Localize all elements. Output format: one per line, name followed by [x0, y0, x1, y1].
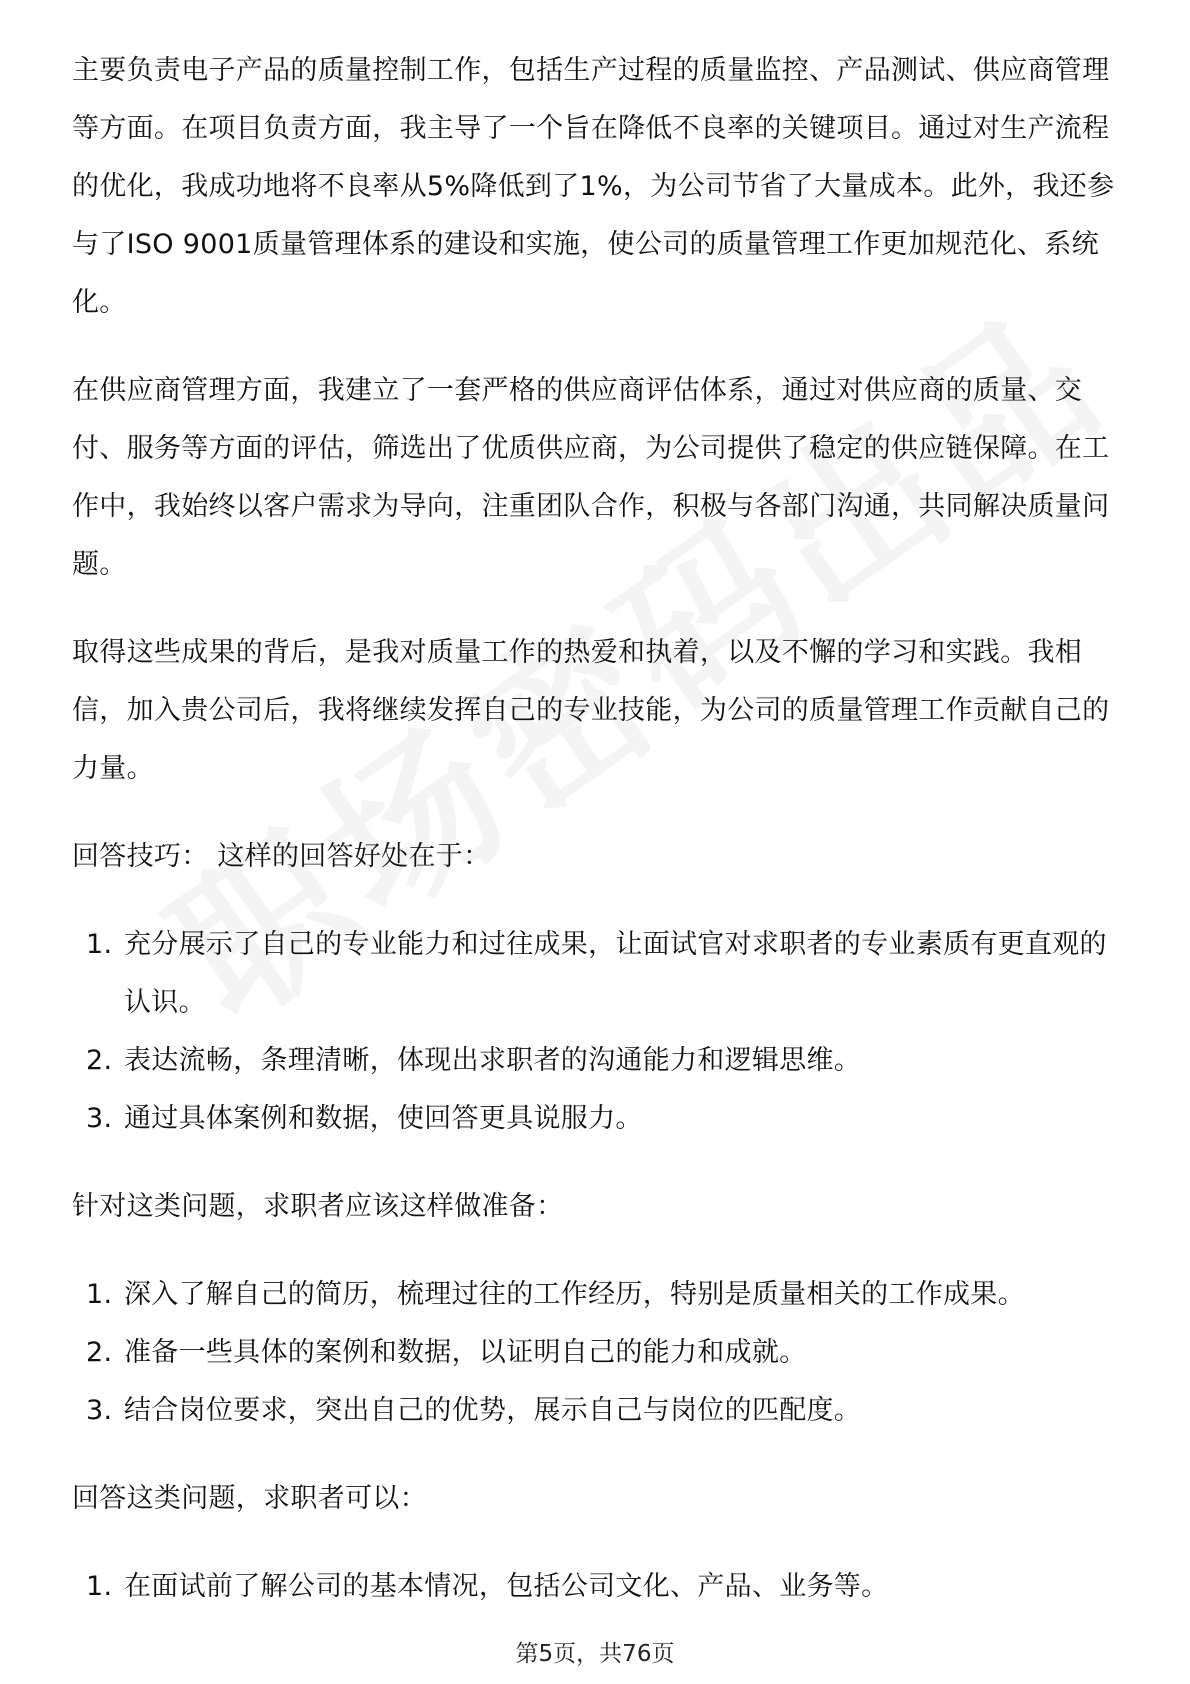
list-text: 通过具体案例和数据，使回答更具说服力。: [124, 1103, 643, 1134]
paragraph-experience: 主要负责电子产品的质量控制工作，包括生产过程的质量监控、产品测试、供应商管理等方面。在项目负责方面，我主导了一个旨在降低不良率的关键项目。通过对生产流程的优化，我成功地将不良率从5%降低到了1%，为公司节省了大量成本。此外，我还参与了ISO 9001质量管理体系的建设和实施，使公司的质量管理工作更加规范化、系统化。: [72, 55, 1115, 318]
list-text: 表达流畅，条理清晰，体现出求职者的沟通能力和逻辑思维。: [124, 1045, 862, 1076]
list-text: 充分展示了自己的专业能力和过往成果，让面试官对求职者的专业素质有更直观的认识。: [124, 929, 1107, 1018]
list-item: [72, 1324, 1122, 1382]
list-item: [72, 1558, 1122, 1616]
list-item: [72, 1382, 1122, 1440]
list-number: 1.: [86, 929, 113, 960]
list-number: 3.: [86, 1103, 113, 1134]
list-item: [72, 1090, 1122, 1148]
tips-list: [72, 916, 1122, 1148]
list-number: 2.: [86, 1337, 113, 1368]
paragraph-motivation: 取得这些成果的背后，是我对质量工作的热爱和执着，以及不懈的学习和实践。我相信，加入贵公司后，我将继续发挥自己的专业技能，为公司的质量管理工作贡献自己的力量。: [72, 637, 1110, 784]
list-number: 1.: [86, 1279, 113, 1310]
list-text: 准备一些具体的案例和数据，以证明自己的能力和成就。: [124, 1337, 807, 1368]
list-item: [72, 916, 1122, 1032]
list-text: 结合岗位要求，突出自己的优势，展示自己与岗位的匹配度。: [124, 1395, 862, 1426]
answer-list: [72, 1558, 1122, 1616]
page-number: 第5页，共76页: [515, 1641, 675, 1667]
list-item: [72, 1032, 1122, 1090]
document-body: [72, 42, 1122, 1616]
list-number: 2.: [86, 1045, 113, 1076]
list-text: 深入了解自己的简历，梳理过往的工作经历，特别是质量相关的工作成果。: [124, 1279, 1025, 1310]
list-number: 3.: [86, 1395, 113, 1426]
prep-list: [72, 1266, 1122, 1440]
answer-heading: 回答这类问题，求职者可以：: [72, 1483, 427, 1514]
list-item: [72, 1266, 1122, 1324]
list-text: 在面试前了解公司的基本情况，包括公司文化、产品、业务等。: [124, 1571, 889, 1602]
prep-heading: 针对这类问题，求职者应该这样做准备：: [72, 1191, 564, 1222]
tips-heading: 回答技巧： 这样的回答好处在于：: [72, 841, 491, 872]
list-number: 1.: [86, 1571, 113, 1602]
paragraph-supplier: 在供应商管理方面，我建立了一套严格的供应商评估体系，通过对供应商的质量、交付、服务等方面的评估，筛选出了优质供应商，为公司提供了稳定的供应链保障。在工作中，我始终以客户需求为导向，注重团队合作，积极与各部门沟通，共同解决质量问题。: [72, 375, 1110, 580]
